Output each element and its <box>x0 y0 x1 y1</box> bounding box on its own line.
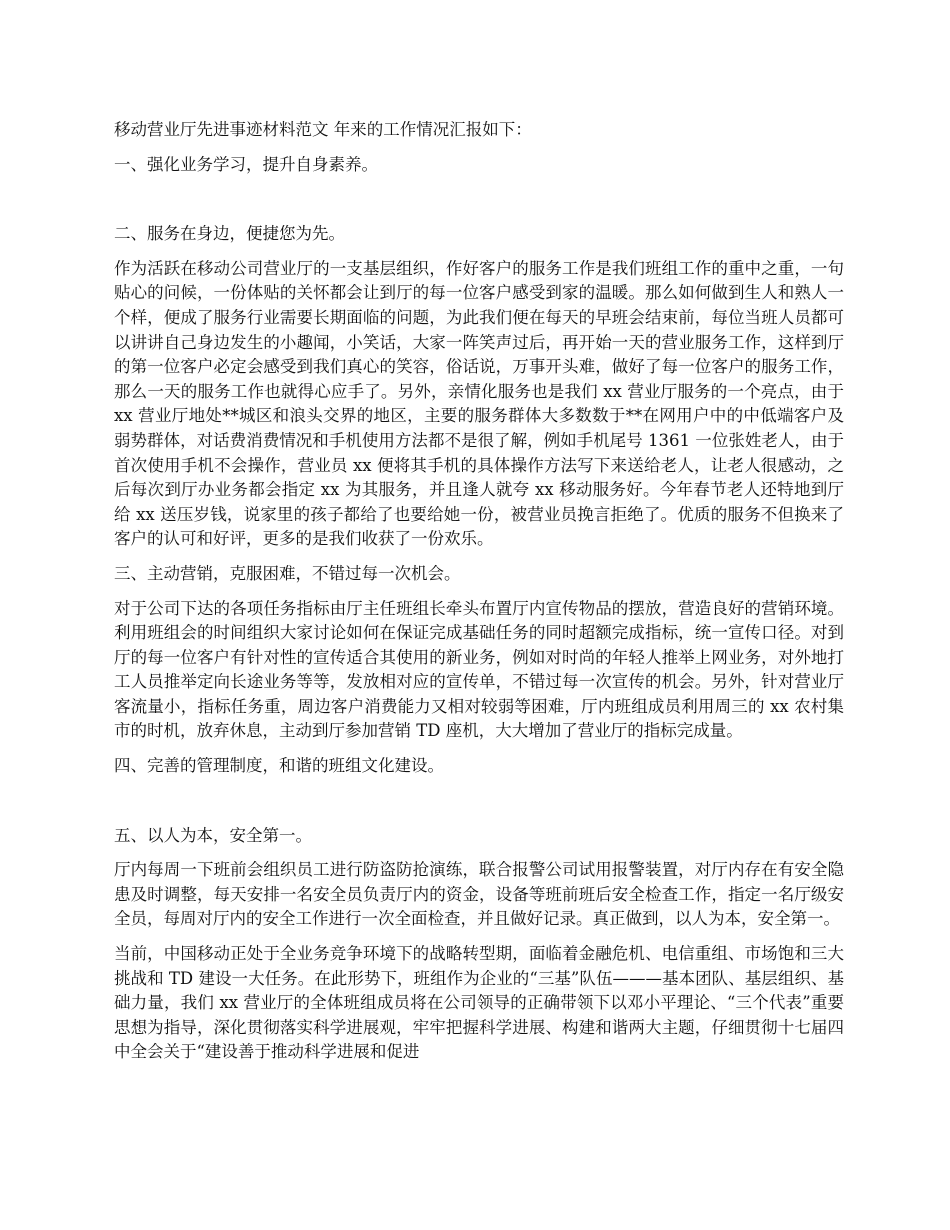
section-gap <box>114 789 844 824</box>
section-3-heading: 三、主动营销，克服困难，不错过每一次机会。 <box>114 563 461 583</box>
document-intro: 移动营业厅先进事迹材料范文 年来的工作情况汇报如下： <box>114 120 532 139</box>
section-5-body: 厅内每周一下班前会组织员工进行防盗防抢演练，联合报警公司试用报警装置，对厅内存在有安全隐患及时调整，每天安排一名安全员负责厅内的资金，设备等班前班后安全检查工作，指定一名厅级安全员，每周对厅内的安全工作进行一次全面检查，并且做好记录。真正做到，以人为本，安全第一。 <box>114 860 844 929</box>
section-1-heading: 一、强化业务学习，提升自身素养。 <box>114 154 378 174</box>
section-2-body: 作为活跃在移动公司营业厅的一支基层组织，作好客户的服务工作是我们班组工作的重中之重，一句贴心的问候，一份体贴的关怀都会让到厅的每一位客户感受到家的温暖。那么如何做到生人和熟人一个样，便成了服务行业需要长期面临的问题，为此我们便在每天的早班会结束前，每位当班人员都可以讲讲自己身边发生的小趣闻，小笑话，大家一阵笑声过后，再开始一天的营业服务工作，这样到厅的第一位客户必定会感受到我们真心的笑容，俗话说，万事开头难，做好了每一位客户的服务工作，那么一天的服务工作也就得心应手了。另外，亲情化服务也是我们 xx 营业厅服务的一个亮点，由于 xx 营业厅地处**城区和浪头交界的地区，主要的服务群体大多数数于**在网用户中的中低端客户及弱势群体，对话费消费情况和手机使用方法都不是很了解，例如手机尾号 1361 一位张姓老人，由于首次使用手机不会操作，营业员 xx 便将其手机的具体操作方法写下来送给老人，让老人很感动，之后每次到厅办业务都会指定 xx 为其服务，并且逢人就夸 xx 移动服务好。今年春节老人还特地到厅给 xx 送压岁钱，说家里的孩子都给了也要给她一份，被营业员挽言拒绝了。优质的服务不但换来了客户的认可和好评，更多的是我们收获了一份欢乐。 <box>114 258 844 549</box>
section-4-heading: 四、完善的管理制度，和谐的班组文化建设。 <box>114 756 444 776</box>
section-gap <box>114 187 844 222</box>
document-body <box>114 118 844 1075</box>
section-3-body: 对于公司下达的各项任务指标由厅主任班组长牵头布置厅内宣传物品的摆放，营造良好的营销环境。利用班组会的时间组织大家讨论如何在保证完成基础任务的同时超额完成指标，统一宣传口径。对到厅的每一位客户有针对性的宣传适合其使用的新业务，例如对时尚的年轻人推举上网业务，对外地打工人员推举定向长途业务等等，发放相对应的宣传单，不错过每一次宣传的机会。另外，针对营业厅客流量小，指标任务重，周边客户消费能力又相对较弱等困难，厅内班组成员利用周三的 xx 农村集市的时机，放弃休息，主动到厅参加营销 TD 座机，大大增加了营业厅的指标完成量。 <box>114 598 844 741</box>
closing-body: 当前，中国移动正处于全业务竞争环境下的战略转型期，面临着金融危机、电信重组、市场饱和三大挑战和 TD 建设一大任务。在此形势下，班组作为企业的“三基”队伍———基本团队、基层组织、基础力量，我们 xx 营业厅的全体班组成员将在公司领导的正确带领下以邓小平理论、“三个代表”重要思想为指导，深化贯彻落实科学进展观，牢牢把握科学进展、构建和谐两大主题，仔细贯彻十七届四中全会关于“建设善于推动科学进展和促进 <box>114 944 844 1062</box>
section-5-heading: 五、以人为本，安全第一。 <box>114 825 312 845</box>
section-2-heading: 二、服务在身边，便捷您为先。 <box>114 224 345 244</box>
